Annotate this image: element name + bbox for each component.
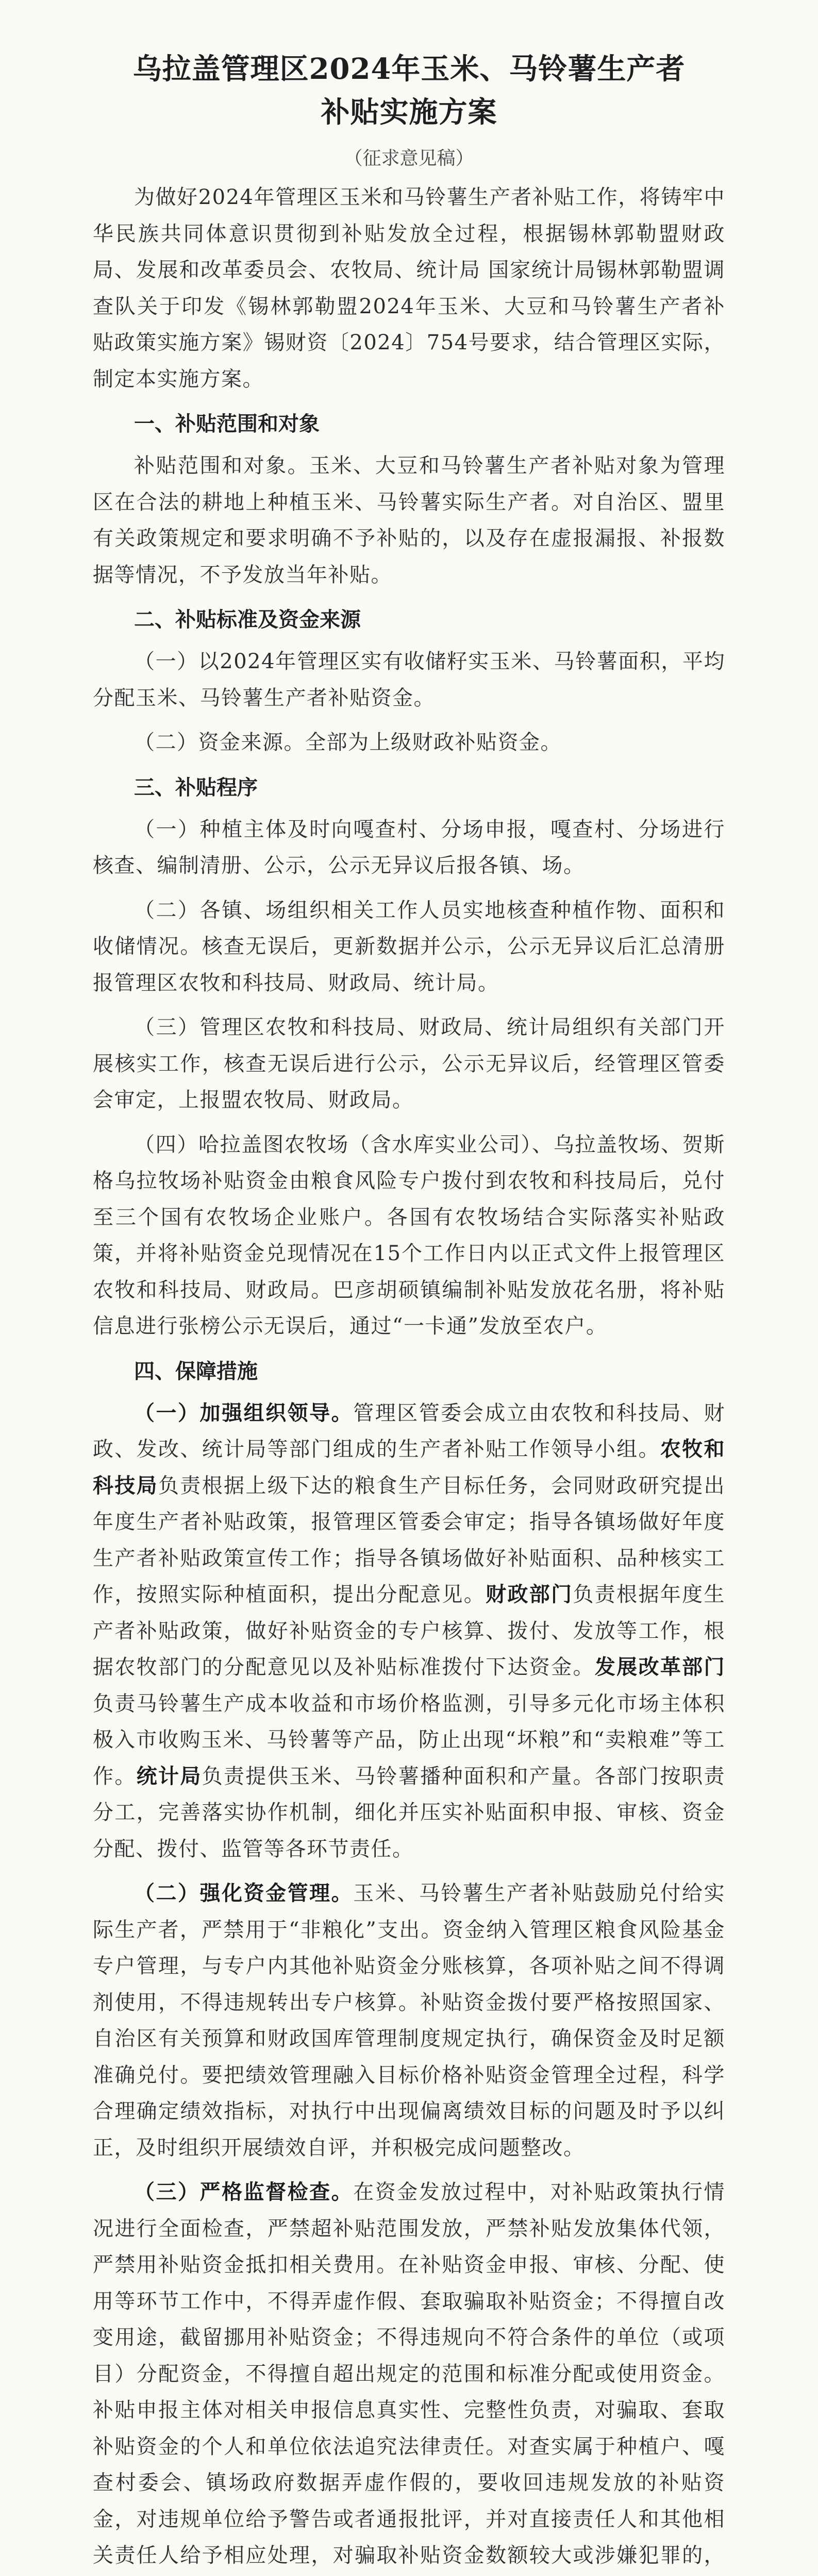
standards-paragraph-1: （一）以2024年管理区实有收储籽实玉米、马铃薯面积，平均分配玉米、马铃薯生产者补贴资金。 [93, 650, 725, 710]
organization-text-2: 负责根据上级下达的粮食生产目标任务，会同财政研究提出年度生产者补贴政策，报管理区管委会审定；指导各镇场做好年度生产者补贴政策宣传工作；指导各镇场做好补贴面积、品种核实工作，按照实际种植面积，提出分配意见。 [93, 1473, 726, 1606]
agri-bureau-label: 农牧和科技局 [93, 1437, 726, 1498]
title-line-1: 乌拉盖管理区2024年玉米、马铃薯生产者 [132, 52, 686, 86]
standards-paragraph-2: （二）资金来源。全部为上级财政补贴资金。 [134, 731, 562, 754]
organization-text-4: 负责马铃薯生产成本收益和市场价格监测，引导多元化市场主体积极入市收购玉米、马铃薯等产品，防止出现“坏粮”和“卖粮难”等工作。 [93, 1691, 725, 1788]
organization-text-5: 负责提供玉米、马铃薯播种面积和产量。各部门按职责分工，完善落实协作机制，细化并压实补贴面积申报、审核、资金分配、拨付、监管等各环节责任。 [93, 1764, 726, 1861]
section-heading-standards: 二、补贴标准及资金来源 [134, 608, 361, 632]
supervision-lead: （三）严格监督检查。 [134, 2180, 354, 2204]
safeguard-supervision-paragraph [93, 2174, 725, 2576]
section-heading-safeguards: 四、保障措施 [134, 1359, 258, 1383]
reform-dept-label: 发展改革部门 [594, 1655, 726, 1679]
section-heading-scope: 一、补贴范围和对象 [134, 412, 320, 436]
organization-text-1: 管理区管委会成立由农牧和科技局、财政、发改、统计局等部门组成的生产者补贴工作领导小组。 [93, 1401, 726, 1461]
organization-text-3: 负责根据年度生产者补贴政策，做好补贴资金的专户核算、拨付、发放等工作，根据农牧部门的分配意见以及补贴标准拨付下达资金。 [93, 1583, 726, 1679]
organization-lead: （一）加强组织领导。 [134, 1400, 354, 1425]
procedure-paragraph-2: （二）各镇、场组织相关工作人员实地核查种植作物、面积和收储情况。核查无误后，更新数据并公示，公示无异议后汇总清册报管理区农牧和科技局、财政局、统计局。 [93, 898, 725, 995]
finance-dept-label: 财政部门 [486, 1582, 573, 1606]
funds-lead: （二）强化资金管理。 [134, 1881, 354, 1905]
supervision-text: 在资金发放过程中，对补贴政策执行情况进行全面检查，严禁超补贴范围发放，严禁补贴发放集体代领，严禁用补贴资金抵扣相关费用。在补贴资金申报、审核、分配、使用等环节工作中，不得弄虚作假、套取骗取补贴资金；不得擅自改变用途，截留挪用补贴资金；不得违规向不符合条件的单位（或项目）分配资金，不得擅自超出规定的范围和标准分配或使用资金。补贴申报主体对相关申报信息真实性、完整性负责，对骗取、套取补贴资金的个人和单位依法追究法律责任。对查实属于种植户、嘎查村委会、镇场政府数据弄虚作假的，要收回违规发放的补贴资金，对违规单位给予警告或者通报批评，并对直接责任人和其他相关责任人给予相应处理，对骗取补贴资金数额较大或涉嫌犯罪的， [93, 2180, 726, 2567]
safeguard-funds-paragraph [93, 1875, 725, 2166]
procedure-paragraph-4: （四）哈拉盖图农牧场（含水库实业公司）、乌拉盖牧场、贺斯格乌拉牧场补贴资金由粮食风险专户拨付到农牧和科技局后，兑付至三个国有农牧场企业账户。各国有农牧场结合实际落实补贴政策，并将补贴资金兑现情况在15个工作日内以正式文件上报管理区农牧和科技局、财政局。巴彦胡硕镇编制补贴发放花名册，将补贴信息进行张榜公示无误后，通过“一卡通”发放至农户。 [93, 1132, 725, 1338]
title-line-2: 补贴实施方案 [321, 95, 497, 129]
procedure-paragraph-3: （三）管理区农牧和科技局、财政局、统计局组织有关部门开展核实工作，核查无误后进行公示，公示无异议后，经管理区管委会审定，上报盟农牧局、财政局。 [93, 1015, 725, 1112]
statistics-bureau-label: 统计局 [136, 1764, 202, 1788]
funds-text: 玉米、马铃薯生产者补贴鼓励兑付给实际生产者，严禁用于“非粮化”支出。资金纳入管理区粮食风险基金专户管理，与专户内其他补贴资金分账核算，各项补贴之间不得调剂使用，不得违规转出专户核算。补贴资金拨付要严格按照国家、自治区有关预算和财政国库管理制度规定执行，确保资金及时足额准确兑付。要把绩效管理融入目标价格补贴资金管理全过程，科学合理确定绩效指标，对执行中出现偏离绩效目标的问题及时予以纠正，及时组织开展绩效自评，并积极完成问题整改。 [93, 1882, 726, 2160]
document-title [93, 47, 725, 134]
safeguard-organization-paragraph [93, 1395, 725, 1868]
scope-paragraph: 补贴范围和对象。玉米、大豆和马铃薯生产者补贴对象为管理区在合法的耕地上种植玉米、马铃薯实际生产者。对自治区、盟里有关政策规定和要求明确不予补贴的，以及存在虚报漏报、补报数据等情况，不予发放当年补贴。 [93, 454, 725, 587]
intro-paragraph: 为做好2024年管理区玉米和马铃薯生产者补贴工作，将铸牢中华民族共同体意识贯彻到补贴发放全过程，根据锡林郭勒盟财政局、发展和改革委员会、农牧局、统计局 国家统计局锡林郭勒盟调查队关于印发《锡林郭勒盟2024年玉米、大豆和马铃薯生产者补贴政策实施方案》锡财资〔2024〕754号要求，结合管理区实际，制定本实施方案。 [93, 185, 725, 391]
procedure-paragraph-1: （一）种植主体及时向嘎查村、分场申报，嘎查村、分场进行核查、编制清册、公示，公示无异议后报各镇、场。 [93, 817, 725, 877]
section-heading-procedure: 三、补贴程序 [134, 775, 258, 800]
draft-subtitle: （征求意见稿） [344, 148, 474, 169]
